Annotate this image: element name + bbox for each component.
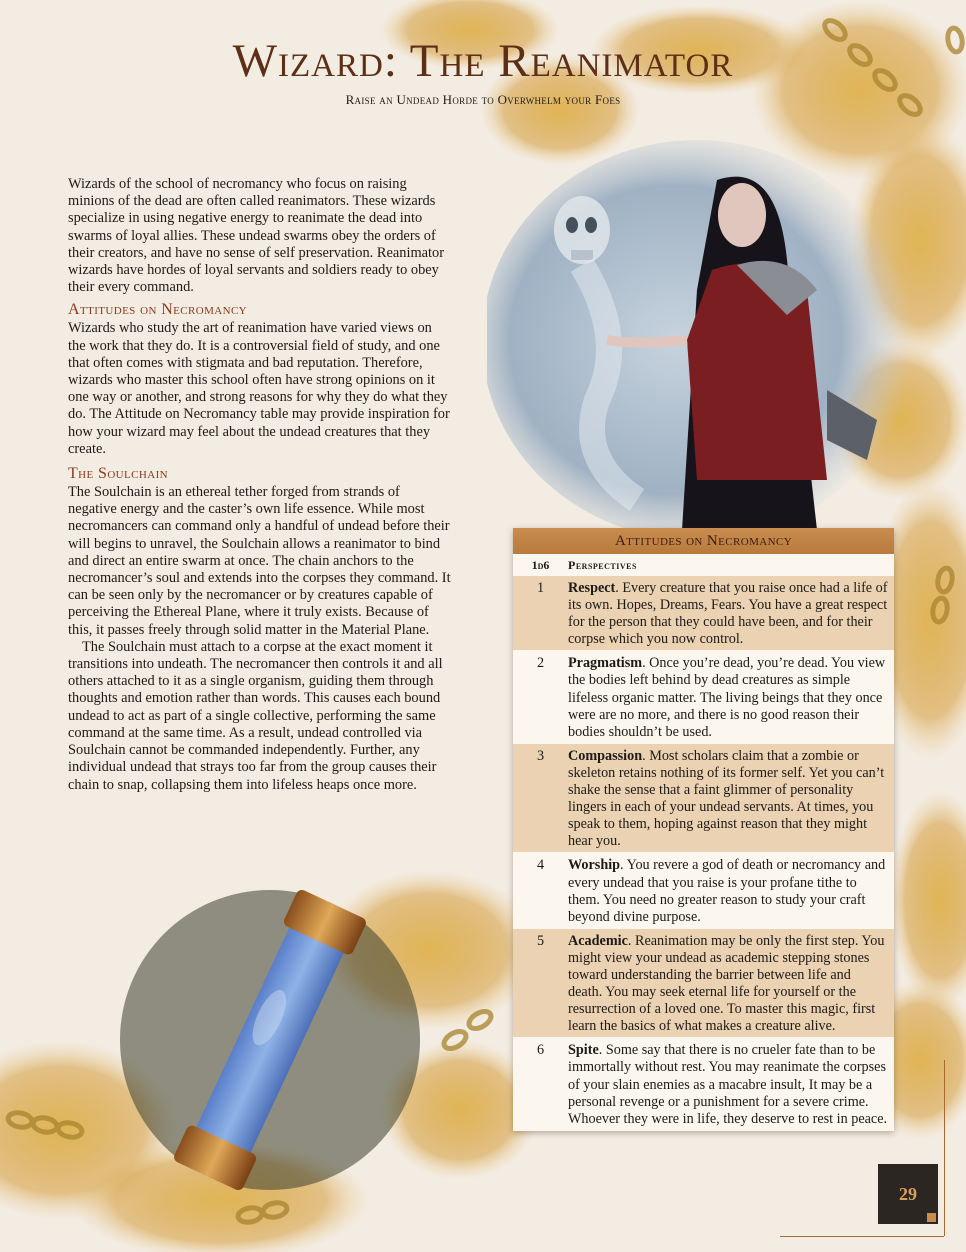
section-heading-soulchain: The Soulchain <box>68 465 168 483</box>
row-name: Respect <box>568 580 616 596</box>
page-number-box <box>878 1164 938 1224</box>
skull-icon <box>554 196 610 264</box>
row-text <box>568 580 894 648</box>
table-column-headers <box>513 554 894 576</box>
page-number: 29 <box>899 1184 917 1204</box>
row-name: Pragmatism <box>568 655 643 672</box>
table-row <box>513 1038 894 1130</box>
table-row <box>513 929 894 1039</box>
row-number: 2 <box>536 655 545 672</box>
table-title: Attitudes on Necromancy <box>513 528 894 554</box>
row-number: 3 <box>536 747 545 764</box>
page-subtitle: Raise an Undead Horde to Overwhelm your Foes <box>345 92 621 107</box>
row-description: . Some say that there is no crueler fate than to be immortally without rest. You may reanimate the corpses of your slain enemies as a macabre insult, It may be a personal revenge or a punishment for a severe crime. Whoever they were in life, they deserve to rest in peace. <box>568 1042 888 1127</box>
row-text <box>568 1042 894 1127</box>
corner-square-icon <box>927 1213 936 1222</box>
soulchain-paragraph-2: The Soulchain must attach to a corpse at the exact moment it transitions into undeath. The necromancer then controls it and all others attached to it as a single organism, guiding them through thoughts and emotion rather than words. This causes each bound undead to act as part of a single collective, performing the same command at the same time. As a result, undead controlled via Soulchain cannot be commanded independently. Further, any individual undead that strays too far from the group causes their chain to snap, collapsing them into lifeless heaps once more. <box>68 638 443 793</box>
attitudes-paragraph: Wizards who study the art of reanimation have varied views on the work that they do. It is a controversial field of study, and one that often comes with stigmata and bad reputation. Therefore, wizards who master this school often have strong opinions on it one way or another, and strong reasons for why they do what they do. The Attitude on Necromancy table may provide inspiration for how your wizard may feel about the undead creatures that they create. <box>68 320 450 457</box>
row-text <box>568 933 894 1036</box>
row-number: 6 <box>536 1042 545 1059</box>
main-text-column <box>68 176 452 794</box>
table-row <box>513 651 894 743</box>
column-header-perspectives: Perspectives <box>568 558 637 572</box>
row-description: . Most scholars claim that a zombie or skeleton retains nothing of its former self. Yet you can’t shake the sense that a faint glimmer of personality lingers in each of your undead servants. At times, you speak to them, hoping against reason that they might hear you. <box>568 747 885 850</box>
intro-paragraph: Wizards of the school of necromancy who focus on raising minions of the dead are often called reanimators. These wizards specialize in using negative energy to reanimate the dead into swarms of loyal allies. These undead swarms obey the orders of their creators, and have no sense of self preservation. Reanimator wizards have hordes of loyal servants and soldiers ready to obey their every command. <box>68 176 445 296</box>
row-text <box>568 655 894 740</box>
corner-ornament-vertical <box>944 1060 945 1236</box>
soulchain-paragraph-1: The Soulchain is an ethereal tether forged from strands of negative energy and the caster’s own life essence. While most necromancers can command only a handful of undead before their will begins to unravel, the Soulchain allows a reanimator to bind and direct an entire swarm at once. The chain anchors to the necromancer’s soul and extends into the corpses they command. It can be seen only by the necromancer or by creatures capable of perceiving the Ethereal Plane, where it truly exists. Because of this, it passes freely through solid matter in the Material Plane. <box>68 484 451 638</box>
row-text <box>568 857 894 925</box>
column-header-die: 1d6 <box>531 558 550 572</box>
table-row <box>513 576 894 651</box>
row-text <box>568 748 894 851</box>
row-description: . Once you’re dead, you’re dead. You view the bodies left behind by dead creatures as simple lifeless organic matter. The living beings that they once were are no more, and there is no good reason their bodies shouldn’t be used. <box>568 655 886 740</box>
row-description: . Reanimation may be only the first step. You might view your undead as academic stepping stones toward understanding the barrier between life and death. You may seek eternal life for yourself or the resurrection of a loved one. To master this magic, first learn the basics of what makes a creature alive. <box>568 932 885 1035</box>
soul-vial-illustration <box>120 880 420 1200</box>
row-name: Spite <box>568 1042 599 1059</box>
section-heading-attitudes: Attitudes on Necromancy <box>68 301 248 319</box>
row-name: Academic <box>568 932 628 949</box>
row-number: 5 <box>536 932 545 949</box>
reanimator-portrait-illustration <box>487 140 911 532</box>
row-description: . You revere a god of death or necromancy and every undead that you raise is your profane tithe to them. You need no greater reason to study your craft beyond divine purpose. <box>568 857 886 925</box>
page-title: Wizard: The Reanimator <box>232 35 734 87</box>
table-row <box>513 853 894 928</box>
attitudes-table <box>513 528 894 1131</box>
row-description: . Every creature that you raise once had a life of its own. Hopes, Dreams, Fears. You have a great respect for the person that they could have been, and for their corpse which you now control. <box>568 580 888 648</box>
row-number: 1 <box>536 580 545 596</box>
row-name: Worship <box>568 857 621 874</box>
corner-ornament-horizontal <box>780 1236 944 1237</box>
row-number: 4 <box>536 857 545 874</box>
row-name: Compassion <box>568 747 643 764</box>
table-row <box>513 744 894 854</box>
